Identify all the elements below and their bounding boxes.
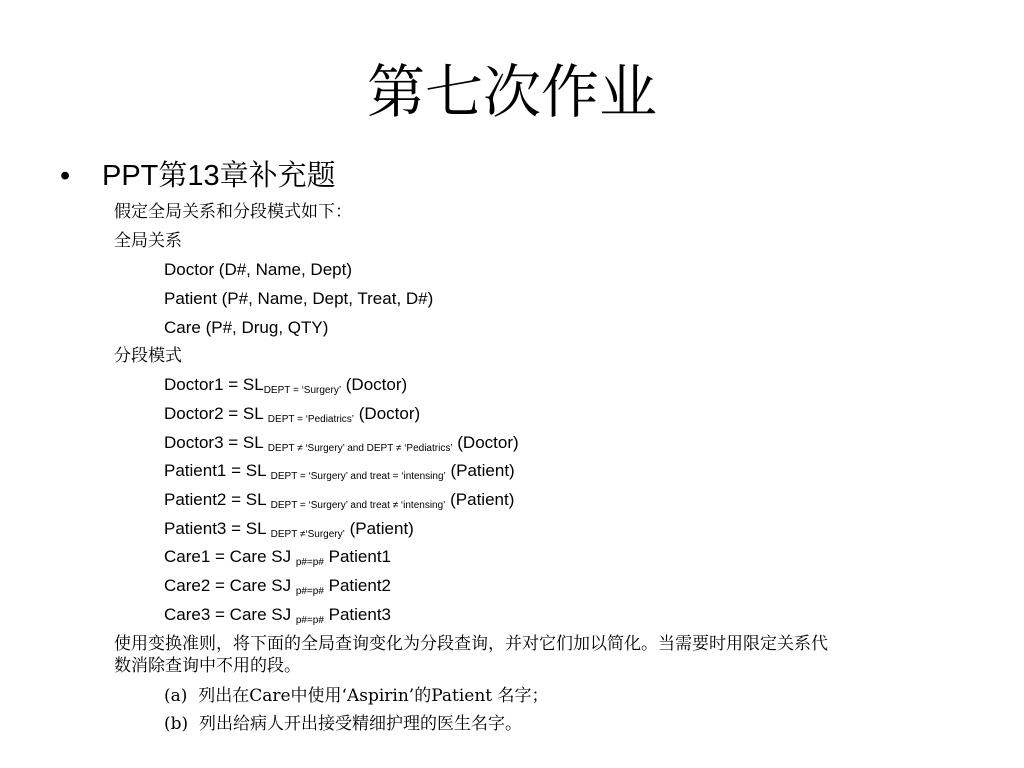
global-relations-heading: 全局关系 <box>114 231 182 251</box>
relation-doctor: Doctor (D#, Name, Dept) <box>164 260 352 279</box>
intro-text: 假定全局关系和分段模式如下： <box>114 202 352 222</box>
fragment-patient2: Patient2 = SL $_{DEPT = ‘Surgery’ and treat \ne ‘intensing’}$ (Patient) <box>164 490 515 511</box>
bullet-heading <box>60 156 336 196</box>
fragment-care2: Care2 = Care SJ $_{p\#=p\#}$ Patient2 <box>164 576 392 597</box>
fragment-care1: Care1 = Care SJ $_{p\#=p\#}$ Patient1 <box>164 547 392 568</box>
relation-patient: Patient (P#, Name, Dept, Treat, D#) <box>164 289 434 308</box>
instruction-line-1: 使用变换准则，将下面的全局查询变化为分段查询，并对它们加以简化。当需要时用限定关系代 <box>114 634 828 654</box>
fragment-doctor3: Doctor3 = SL $_{DEPT \ne ‘Surgery’ and DEPT \ne ‘Pediatrics’}$ (Doctor) <box>164 433 519 454</box>
question-b <box>164 713 522 735</box>
relation-care: Care (P#, Drug, QTY) <box>164 318 329 337</box>
instruction-line-2: 数消除查询中不用的段。 <box>114 656 301 676</box>
question-b-label: (b) <box>164 714 189 734</box>
fragment-patient3: Patient3 = SL $_{DEPT \ne‘Surgery’}$ (Patient) <box>164 519 414 540</box>
question-b-text: 列出给病人开出接受精细护理的医生名字。 <box>198 714 522 734</box>
bullet-icon: • <box>60 160 71 192</box>
slide-title: 第七次作业 <box>366 58 657 126</box>
fragment-doctor1: Doctor1 = $SL_{DEPT = ‘Surgery’}$ (Doctor) <box>164 375 408 396</box>
bullet-text: PPT第13章补充题 <box>102 160 336 192</box>
question-a-text: 列出在Care中使用‘Aspirin’的Patient 名字； <box>198 686 549 706</box>
fragment-heading: 分段模式 <box>114 346 182 366</box>
fragment-doctor2: Doctor2 = SL $_{DEPT = ‘Pediatrics’}$ (Doctor) <box>164 404 421 425</box>
question-a <box>164 685 549 707</box>
fragment-care3: Care3 = Care SJ $_{p\#=p\#}$ Patient3 <box>164 605 392 626</box>
question-a-label: (a) <box>164 686 188 706</box>
fragment-patient1: Patient1 = SL $_{DEPT = ‘Surgery’ and treat = ‘intensing’}$ (Patient) <box>164 461 515 482</box>
